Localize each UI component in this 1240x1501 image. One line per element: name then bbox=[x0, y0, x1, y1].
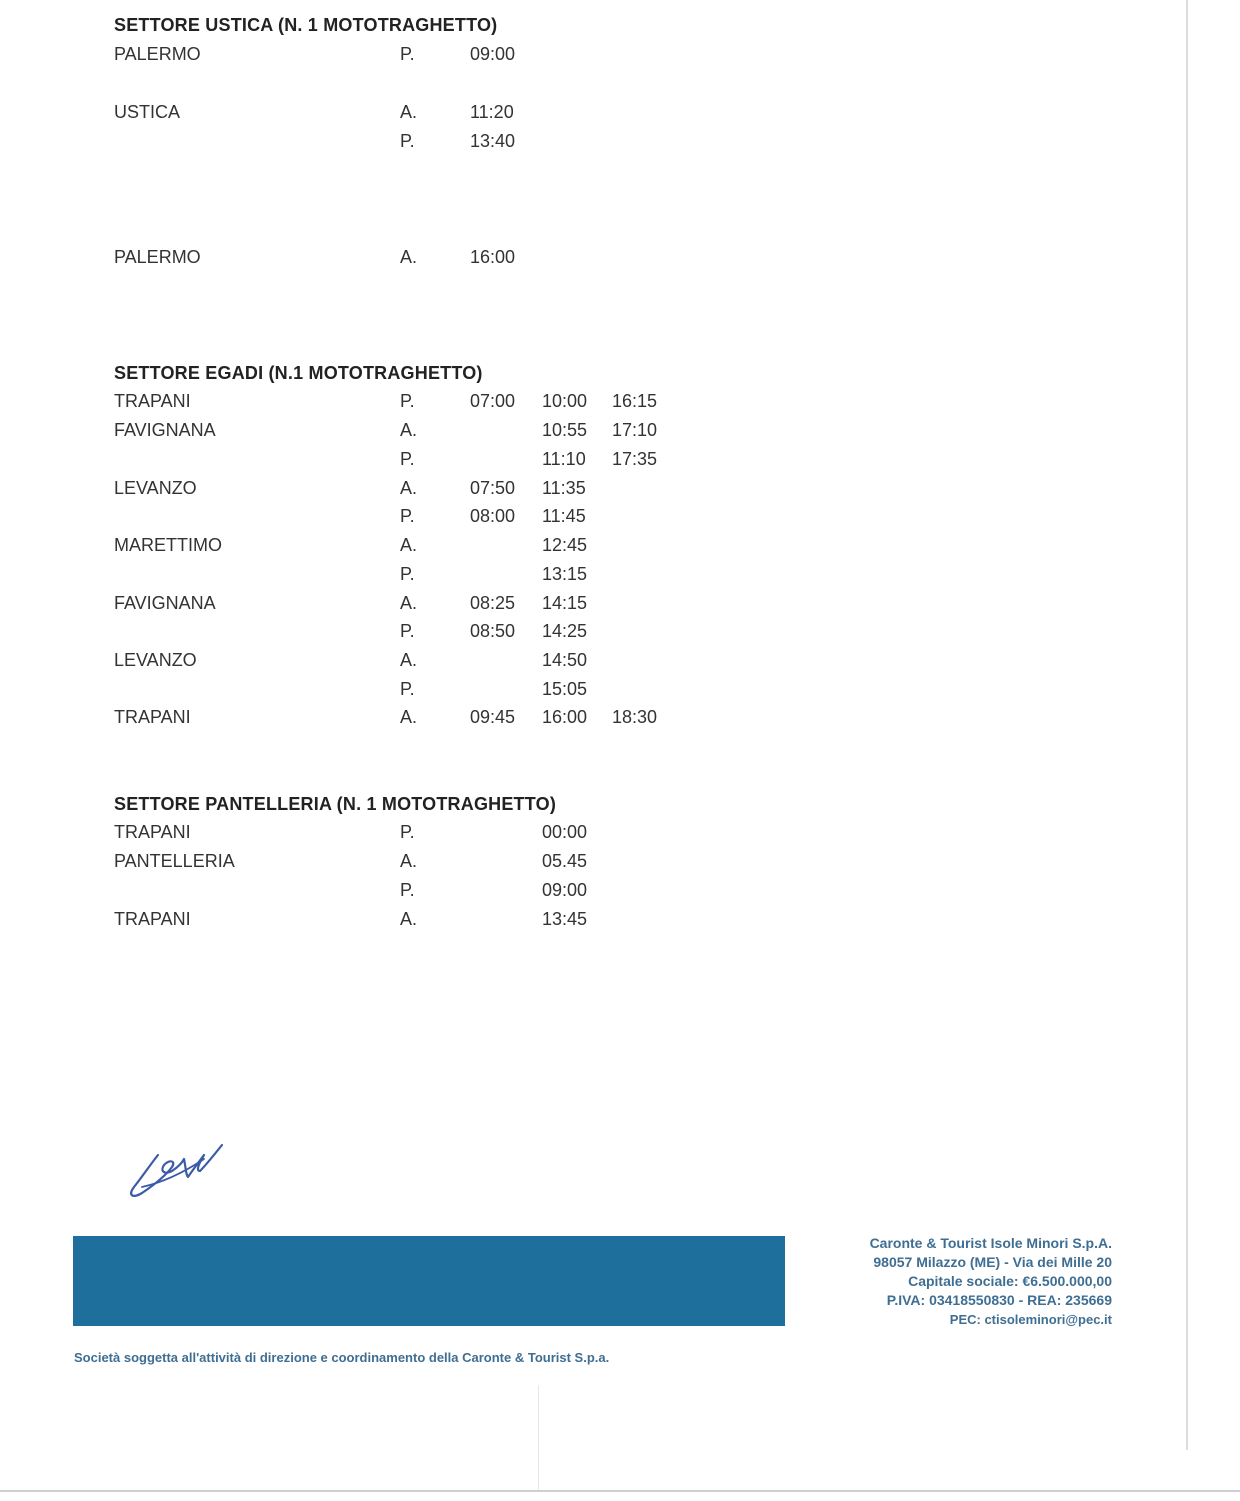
arrival-departure-code: A. bbox=[400, 707, 418, 727]
place-name: PALERMO bbox=[114, 44, 201, 64]
time-col-2: 15:05 bbox=[542, 679, 588, 699]
time-col-2: 12:45 bbox=[542, 535, 588, 555]
schedule-row bbox=[0, 391, 900, 420]
place-name: LEVANZO bbox=[114, 478, 197, 498]
section-title-ustica: SETTORE USTICA (N. 1 MOTOTRAGHETTO) bbox=[114, 15, 498, 35]
schedule-row bbox=[0, 44, 900, 73]
time-col-2: 00:00 bbox=[542, 822, 588, 842]
company-info bbox=[870, 1234, 1112, 1329]
schedule-row bbox=[0, 449, 900, 478]
time-col-2: 16:00 bbox=[542, 707, 588, 727]
schedule-row bbox=[0, 506, 900, 535]
place-name: USTICA bbox=[114, 102, 181, 122]
schedule-row bbox=[0, 851, 900, 880]
time-col-3: 16:15 bbox=[612, 391, 658, 411]
scan-edge-mid bbox=[538, 1385, 539, 1490]
schedule-row bbox=[0, 679, 900, 708]
arrival-departure-code: A. bbox=[400, 478, 418, 498]
place-name: FAVIGNANA bbox=[114, 593, 216, 613]
section-title-egadi: SETTORE EGADI (N.1 MOTOTRAGHETTO) bbox=[114, 363, 483, 383]
schedule-row bbox=[0, 564, 900, 593]
place-name: TRAPANI bbox=[114, 391, 191, 411]
time-col-1: 16:00 bbox=[470, 247, 516, 267]
schedule-row bbox=[0, 880, 900, 909]
arrival-departure-code: A. bbox=[400, 851, 418, 871]
scan-edge-right bbox=[1186, 0, 1188, 1450]
time-col-1: 07:00 bbox=[470, 391, 516, 411]
time-col-2: 10:55 bbox=[542, 420, 588, 440]
arrival-departure-code: A. bbox=[400, 650, 418, 670]
section-title-pantelleria: SETTORE PANTELLERIA (N. 1 MOTOTRAGHETTO) bbox=[114, 794, 557, 814]
arrival-departure-code: A. bbox=[400, 102, 418, 122]
place-name: LEVANZO bbox=[114, 650, 197, 670]
footer-band bbox=[73, 1236, 785, 1326]
place-name: TRAPANI bbox=[114, 909, 191, 929]
place-name: PALERMO bbox=[114, 247, 201, 267]
arrival-departure-code: A. bbox=[400, 909, 418, 929]
arrival-departure-code: P. bbox=[400, 44, 415, 64]
arrival-departure-code: P. bbox=[400, 391, 415, 411]
time-col-2: 14:50 bbox=[542, 650, 588, 670]
time-col-1: 09:45 bbox=[470, 707, 516, 727]
arrival-departure-code: A. bbox=[400, 593, 418, 613]
arrival-departure-code: P. bbox=[400, 131, 415, 151]
place-name: FAVIGNANA bbox=[114, 420, 216, 440]
time-col-3: 17:10 bbox=[612, 420, 658, 440]
time-col-2: 11:35 bbox=[542, 478, 586, 498]
time-col-2: 14:25 bbox=[542, 621, 588, 641]
time-col-2: 11:45 bbox=[542, 506, 586, 526]
time-col-1: 11:20 bbox=[470, 102, 514, 122]
time-col-2: 09:00 bbox=[542, 880, 588, 900]
handwritten-signature-icon bbox=[120, 1125, 230, 1205]
time-col-2: 13:15 bbox=[542, 564, 588, 584]
arrival-departure-code: P. bbox=[400, 449, 415, 469]
time-col-2: 14:15 bbox=[542, 593, 588, 613]
schedule-row bbox=[0, 420, 900, 449]
time-col-2: 10:00 bbox=[542, 391, 588, 411]
arrival-departure-code: P. bbox=[400, 880, 415, 900]
schedule-row bbox=[0, 131, 900, 160]
place-name: PANTELLERIA bbox=[114, 851, 235, 871]
schedule-row bbox=[0, 909, 900, 938]
schedule-row bbox=[0, 621, 900, 650]
company-capital: Capitale sociale: €6.500.000,00 bbox=[908, 1273, 1112, 1289]
arrival-departure-code: A. bbox=[400, 247, 418, 267]
time-col-1: 08:50 bbox=[470, 621, 516, 641]
company-vat: P.IVA: 03418550830 - REA: 235669 bbox=[886, 1292, 1112, 1308]
time-col-3: 17:35 bbox=[612, 449, 658, 469]
time-col-3: 18:30 bbox=[612, 707, 658, 727]
arrival-departure-code: P. bbox=[400, 822, 415, 842]
arrival-departure-code: A. bbox=[400, 420, 418, 440]
place-name: TRAPANI bbox=[114, 822, 191, 842]
schedule-row bbox=[0, 593, 900, 622]
scan-edge-bottom bbox=[0, 1490, 1240, 1492]
company-pec: PEC: ctisoleminori@pec.it bbox=[949, 1312, 1112, 1327]
schedule-row bbox=[0, 102, 900, 131]
schedule-row bbox=[0, 247, 900, 276]
place-name: TRAPANI bbox=[114, 707, 191, 727]
company-name: Caronte & Tourist Isole Minori S.p.A. bbox=[869, 1235, 1112, 1251]
time-col-2: 13:45 bbox=[542, 909, 588, 929]
place-name: MARETTIMO bbox=[114, 535, 222, 555]
schedule-row bbox=[0, 707, 900, 736]
arrival-departure-code: A. bbox=[400, 535, 418, 555]
arrival-departure-code: P. bbox=[400, 621, 415, 641]
time-col-1: 08:00 bbox=[470, 506, 516, 526]
time-col-2: 05.45 bbox=[542, 851, 588, 871]
schedule-row bbox=[0, 650, 900, 679]
arrival-departure-code: P. bbox=[400, 506, 415, 526]
time-col-1: 07:50 bbox=[470, 478, 516, 498]
time-col-1: 08:25 bbox=[470, 593, 516, 613]
company-address: 98057 Milazzo (ME) - Via dei Mille 20 bbox=[873, 1254, 1112, 1270]
schedule-row bbox=[0, 478, 900, 507]
schedule-row bbox=[0, 535, 900, 564]
arrival-departure-code: P. bbox=[400, 679, 415, 699]
time-col-1: 09:00 bbox=[470, 44, 516, 64]
time-col-1: 13:40 bbox=[470, 131, 516, 151]
time-col-2: 11:10 bbox=[542, 449, 586, 469]
footer-notice: Società soggetta all'attività di direzione e coordinamento della Caronte & Tourist S.p.a. bbox=[74, 1350, 610, 1365]
arrival-departure-code: P. bbox=[400, 564, 415, 584]
schedule-row bbox=[0, 822, 900, 851]
